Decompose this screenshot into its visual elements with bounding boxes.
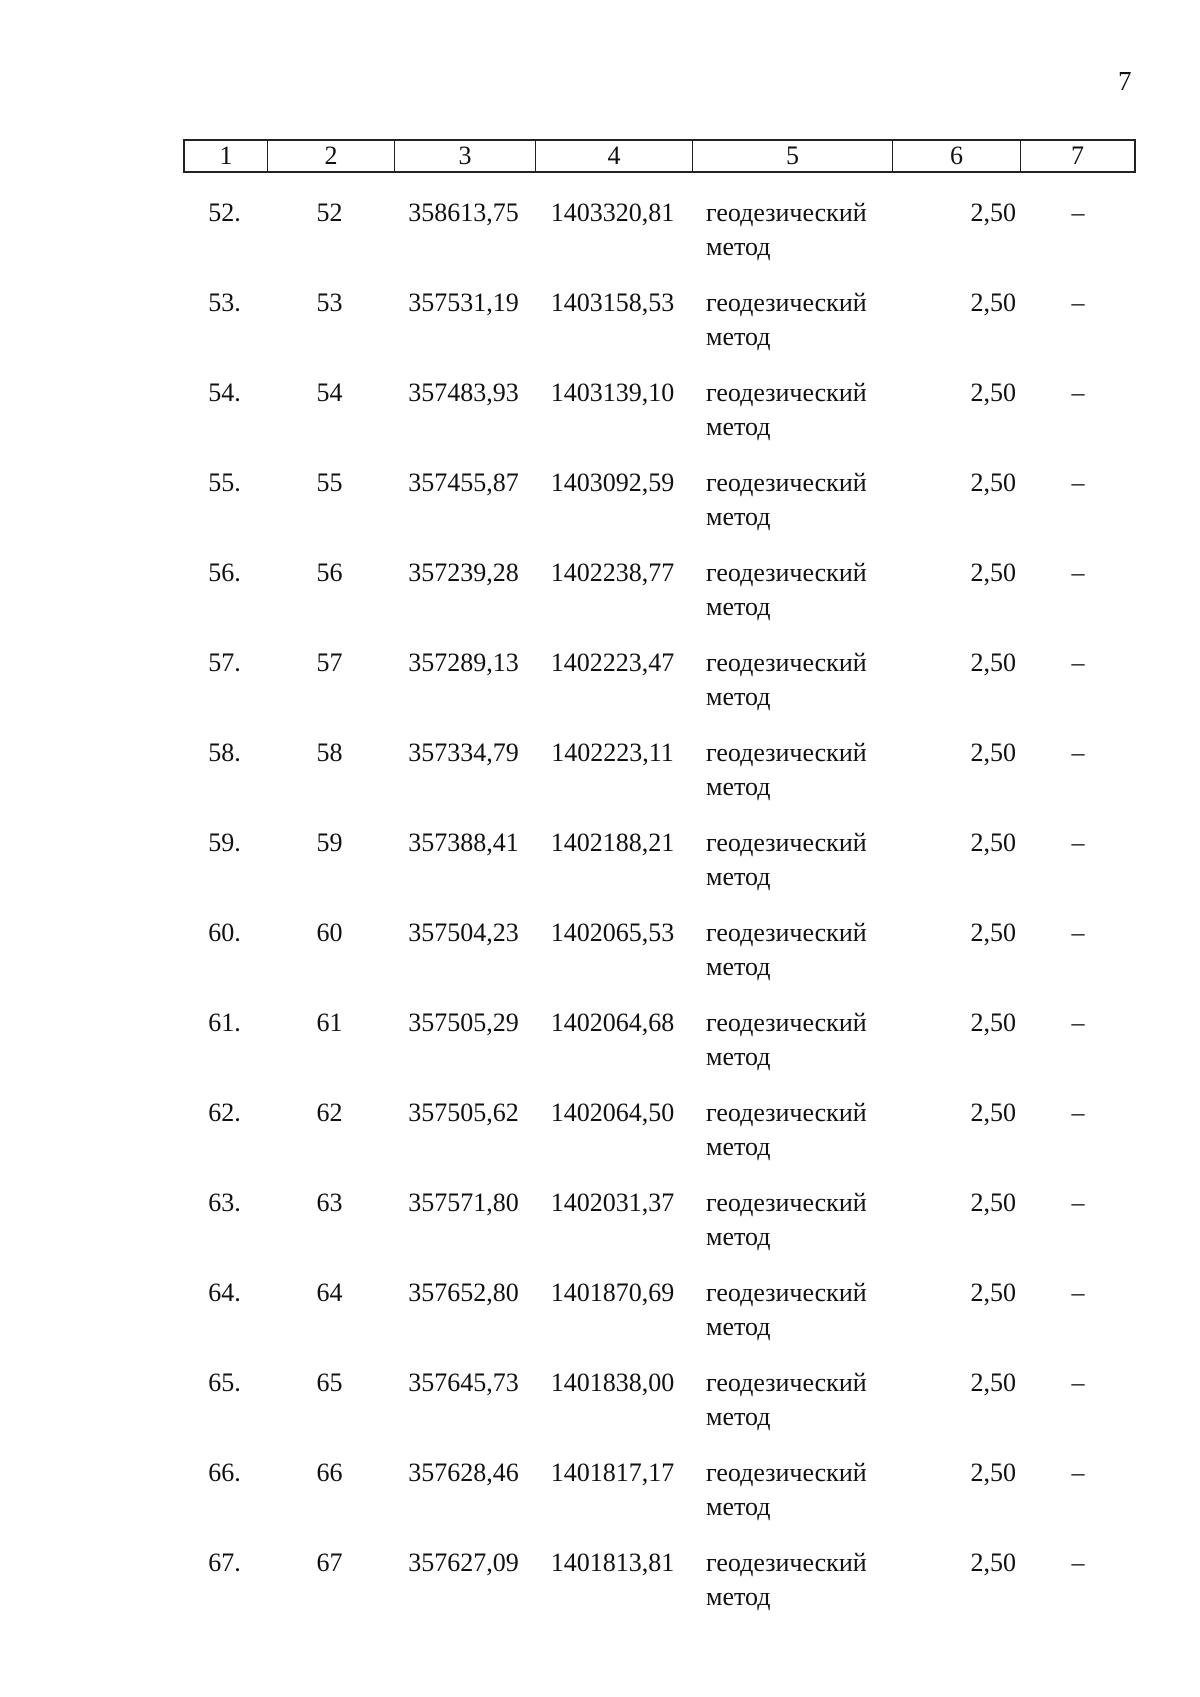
accuracy-value: 2,50	[970, 1368, 1016, 1397]
method-line-1: геодезический	[706, 468, 867, 497]
coordinate-x: 357334,79	[408, 738, 519, 767]
method-cell	[706, 646, 906, 714]
method-line-2: метод	[706, 1582, 771, 1611]
method-cell	[706, 916, 906, 984]
note-cell: –	[1071, 1458, 1085, 1487]
method-line-2: метод	[706, 1492, 771, 1521]
point-number: 55	[316, 468, 343, 497]
method-line-2: метод	[706, 952, 771, 981]
coordinate-y: 1402223,11	[551, 738, 674, 767]
coordinate-x: 357571,80	[408, 1188, 519, 1217]
row-number: 67.	[208, 1548, 241, 1577]
table-body	[183, 196, 1136, 1636]
coordinate-x: 357627,09	[408, 1548, 519, 1577]
method-line-1: геодезический	[706, 558, 867, 587]
method-line-1: геодезический	[706, 648, 867, 677]
table-row	[183, 1006, 1136, 1096]
note-cell: –	[1071, 1008, 1085, 1037]
row-number: 54.	[208, 378, 241, 407]
row-number: 52.	[208, 198, 241, 227]
accuracy-value: 2,50	[970, 1188, 1016, 1217]
method-line-2: метод	[706, 232, 771, 261]
header-cell-7: 7	[1071, 141, 1084, 170]
point-number: 63	[316, 1188, 343, 1217]
accuracy-value: 2,50	[970, 288, 1016, 317]
method-line-1: геодезический	[706, 1098, 867, 1127]
method-line-1: геодезический	[706, 738, 867, 767]
coordinate-x: 357645,73	[408, 1368, 519, 1397]
coordinate-y: 1403092,59	[550, 468, 675, 497]
table-row	[183, 556, 1136, 646]
coordinate-x: 357239,28	[408, 558, 519, 587]
table-row	[183, 1276, 1136, 1366]
page-number: 7	[1118, 66, 1132, 96]
row-number: 58.	[208, 738, 241, 767]
note-cell: –	[1071, 558, 1085, 587]
coordinate-x: 357505,62	[408, 1098, 519, 1127]
row-number: 63.	[208, 1188, 241, 1217]
method-cell	[706, 826, 906, 894]
accuracy-value: 2,50	[970, 1098, 1016, 1127]
row-number: 64.	[208, 1278, 241, 1307]
coordinate-x: 357652,80	[408, 1278, 519, 1307]
note-cell: –	[1071, 1188, 1085, 1217]
row-number: 62.	[208, 1098, 241, 1127]
method-line-2: метод	[706, 682, 771, 711]
point-number: 64	[316, 1278, 343, 1307]
method-line-1: геодезический	[706, 828, 867, 857]
coordinate-y: 1401870,69	[550, 1278, 675, 1307]
coordinate-x: 357531,19	[408, 288, 519, 317]
accuracy-value: 2,50	[970, 738, 1016, 767]
point-number: 62	[316, 1098, 343, 1127]
table-row	[183, 196, 1136, 286]
accuracy-value: 2,50	[970, 468, 1016, 497]
row-number: 66.	[208, 1458, 241, 1487]
coordinate-y: 1401838,00	[550, 1368, 675, 1397]
method-cell	[706, 1546, 906, 1614]
method-line-1: геодезический	[706, 288, 867, 317]
note-cell: –	[1071, 738, 1085, 767]
table-row	[183, 1096, 1136, 1186]
coordinate-y: 1401813,81	[550, 1548, 675, 1577]
coordinate-x: 357455,87	[408, 468, 519, 497]
method-line-2: метод	[706, 502, 771, 531]
note-cell: –	[1071, 378, 1085, 407]
coordinate-x: 357483,93	[408, 378, 519, 407]
point-number: 53	[316, 288, 343, 317]
coordinate-y: 1402031,37	[550, 1188, 675, 1217]
point-number: 61	[316, 1008, 343, 1037]
table-row	[183, 376, 1136, 466]
method-line-2: метод	[706, 1042, 771, 1071]
method-line-2: метод	[706, 1312, 771, 1341]
method-line-1: геодезический	[706, 1188, 867, 1217]
point-number: 54	[316, 378, 343, 407]
header-cell-4: 4	[536, 141, 693, 171]
method-line-1: геодезический	[706, 1008, 867, 1037]
coordinate-y: 1402223,47	[550, 648, 675, 677]
method-line-2: метод	[706, 862, 771, 891]
note-cell: –	[1071, 828, 1085, 857]
coordinate-x: 357388,41	[408, 828, 519, 857]
point-number: 57	[316, 648, 343, 677]
accuracy-value: 2,50	[970, 198, 1016, 227]
accuracy-value: 2,50	[970, 1548, 1016, 1577]
accuracy-value: 2,50	[970, 1458, 1016, 1487]
method-line-1: геодезический	[706, 198, 867, 227]
accuracy-value: 2,50	[970, 918, 1016, 947]
coordinate-x: 357505,29	[408, 1008, 519, 1037]
header-cell-5: 5	[693, 141, 893, 171]
coordinate-x: 357628,46	[408, 1458, 519, 1487]
point-number: 65	[316, 1368, 343, 1397]
header-cell-1: 1	[185, 141, 268, 171]
coordinate-x: 358613,75	[408, 198, 519, 227]
row-number: 61.	[208, 1008, 241, 1037]
method-cell	[706, 286, 906, 354]
table-row	[183, 736, 1136, 826]
method-cell	[706, 1276, 906, 1344]
table-row	[183, 1366, 1136, 1456]
row-number: 59.	[208, 828, 241, 857]
header-cell-3: 3	[395, 141, 536, 171]
method-cell	[706, 1186, 906, 1254]
table-row	[183, 916, 1136, 1006]
accuracy-value: 2,50	[970, 1278, 1016, 1307]
coordinate-y: 1403139,10	[550, 378, 675, 407]
point-number: 52	[316, 198, 343, 227]
table-row	[183, 1186, 1136, 1276]
coordinate-y: 1401817,17	[550, 1458, 675, 1487]
method-line-2: метод	[706, 412, 771, 441]
table-row	[183, 646, 1136, 736]
coordinate-y: 1402238,77	[550, 558, 675, 587]
method-cell	[706, 466, 906, 534]
coordinate-y: 1402065,53	[550, 918, 675, 947]
note-cell: –	[1071, 198, 1085, 227]
point-number: 67	[316, 1548, 343, 1577]
row-number: 60.	[208, 918, 241, 947]
method-line-2: метод	[706, 772, 771, 801]
header-cell-6: 6	[893, 141, 1021, 171]
method-line-1: геодезический	[706, 1278, 867, 1307]
table-row	[183, 286, 1136, 376]
row-number: 65.	[208, 1368, 241, 1397]
note-cell: –	[1071, 648, 1085, 677]
table-row	[183, 1546, 1136, 1636]
coordinate-y: 1403320,81	[550, 198, 675, 227]
method-cell	[706, 196, 906, 264]
accuracy-value: 2,50	[970, 1008, 1016, 1037]
method-line-2: метод	[706, 1222, 771, 1251]
method-line-2: метод	[706, 1402, 771, 1431]
accuracy-value: 2,50	[970, 558, 1016, 587]
note-cell: –	[1071, 288, 1085, 317]
method-line-2: метод	[706, 592, 771, 621]
note-cell: –	[1071, 1278, 1085, 1307]
method-cell	[706, 1006, 906, 1074]
row-number: 53.	[208, 288, 241, 317]
coordinate-y: 1402064,68	[550, 1008, 675, 1037]
accuracy-value: 2,50	[970, 378, 1016, 407]
method-line-2: метод	[706, 1132, 771, 1161]
method-cell	[706, 1096, 906, 1164]
coordinate-y: 1402188,21	[550, 828, 675, 857]
method-line-2: метод	[706, 322, 771, 351]
row-number: 57.	[208, 648, 241, 677]
method-line-1: геодезический	[706, 918, 867, 947]
method-cell	[706, 736, 906, 804]
note-cell: –	[1071, 1548, 1085, 1577]
table-row	[183, 466, 1136, 556]
table-row	[183, 826, 1136, 916]
method-cell	[706, 556, 906, 624]
row-number: 55.	[208, 468, 241, 497]
coordinate-y: 1403158,53	[550, 288, 675, 317]
coordinate-y: 1402064,50	[550, 1098, 675, 1127]
method-cell	[706, 376, 906, 444]
note-cell: –	[1071, 918, 1085, 947]
point-number: 66	[316, 1458, 343, 1487]
note-cell: –	[1071, 1098, 1085, 1127]
method-cell	[706, 1366, 906, 1434]
method-line-1: геодезический	[706, 378, 867, 407]
table-header	[183, 139, 1136, 173]
point-number: 60	[316, 918, 343, 947]
accuracy-value: 2,50	[970, 648, 1016, 677]
row-number: 56.	[208, 558, 241, 587]
point-number: 58	[316, 738, 343, 767]
header-cell-2: 2	[268, 141, 395, 171]
accuracy-value: 2,50	[970, 828, 1016, 857]
note-cell: –	[1071, 1368, 1085, 1397]
point-number: 59	[316, 828, 343, 857]
point-number: 56	[316, 558, 343, 587]
coordinate-x: 357289,13	[408, 648, 519, 677]
note-cell: –	[1071, 468, 1085, 497]
coordinate-x: 357504,23	[408, 918, 519, 947]
method-cell	[706, 1456, 906, 1524]
method-line-1: геодезический	[706, 1548, 867, 1577]
method-line-1: геодезический	[706, 1368, 867, 1397]
table-row	[183, 1456, 1136, 1546]
method-line-1: геодезический	[706, 1458, 867, 1487]
